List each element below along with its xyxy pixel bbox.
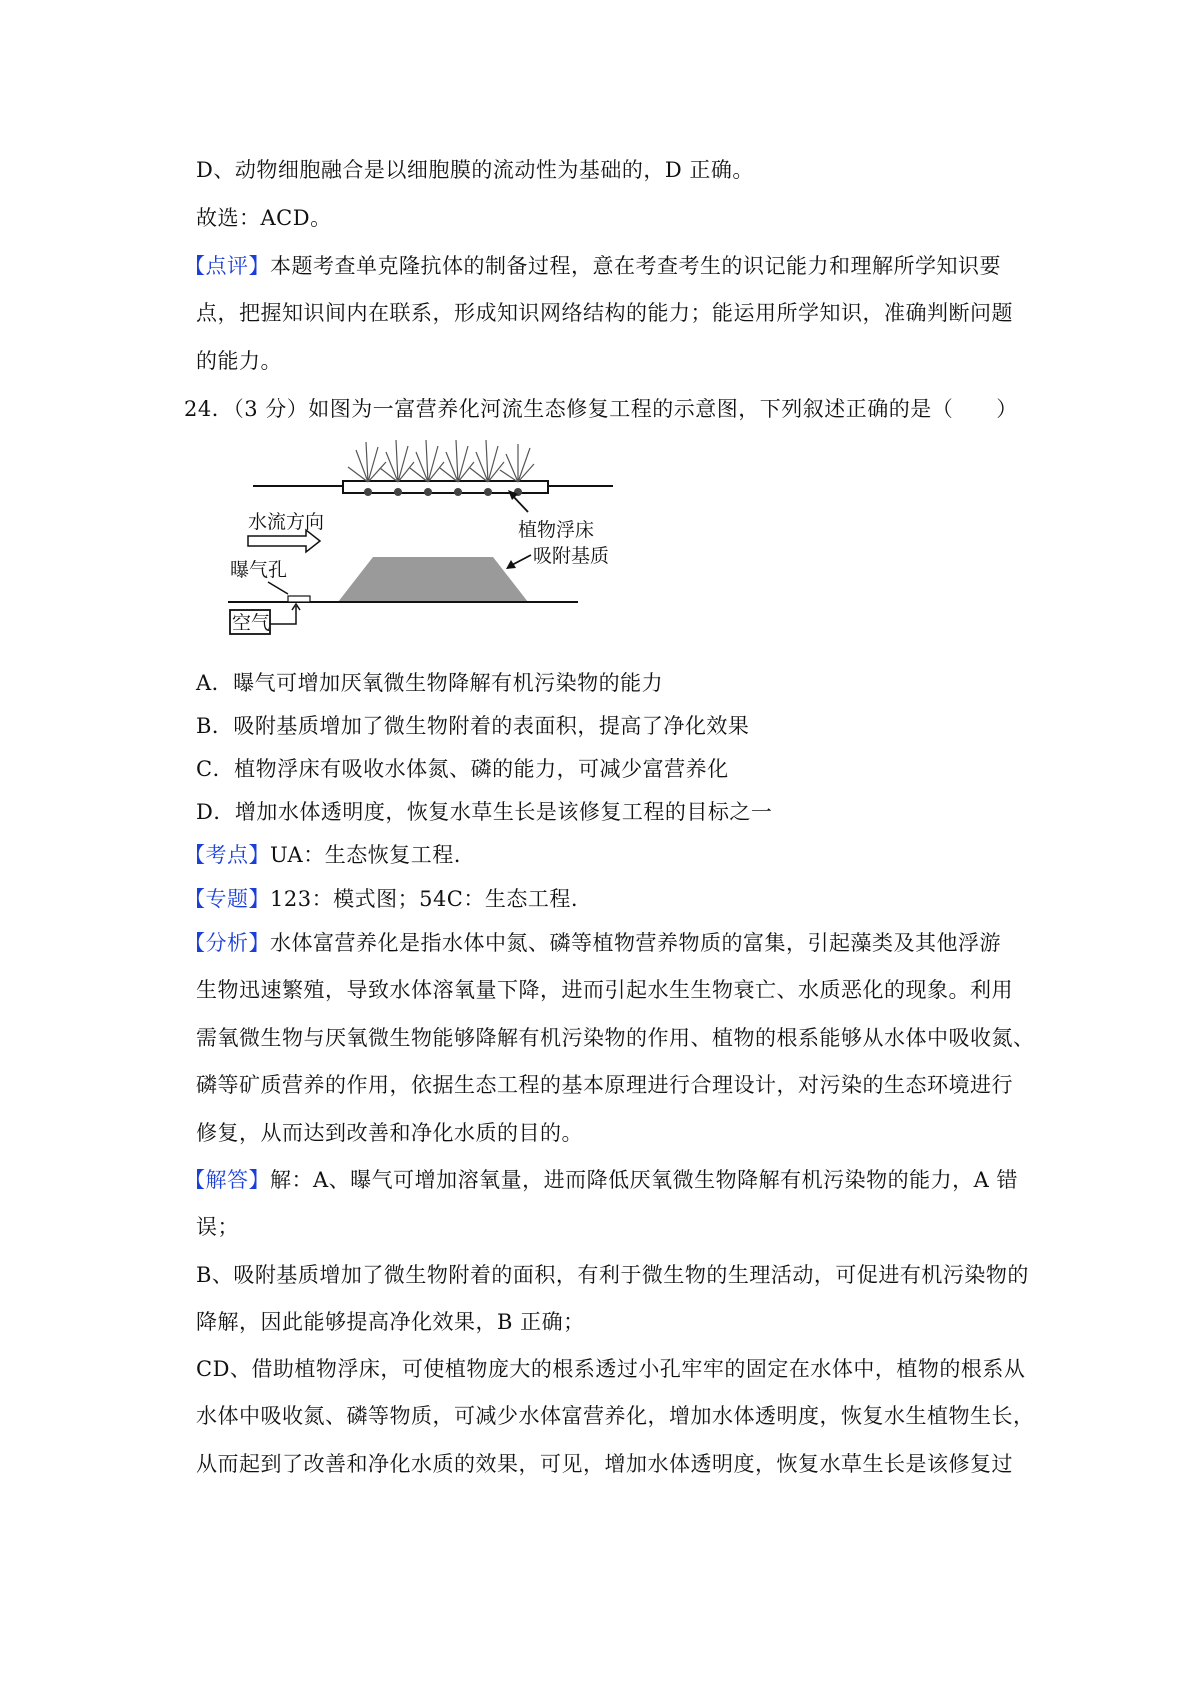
prev-comment-line2: 点，把握知识间内在联系，形成知识网络结构的能力；能运用所学知识，准确判断问题: [196, 301, 1013, 325]
plants-icon: [348, 440, 534, 482]
analysis-line4: 磷等矿质营养的作用，依据生态工程的基本原理进行合理设计，对污染的生态环境进行: [196, 1073, 1013, 1097]
analysis-line5: 修复，从而达到改善和净化水质的目的。: [196, 1121, 583, 1145]
answer-line7: 从而起到了改善和净化水质的效果，可见，增加水体透明度，恢复水草生长是该修复过: [196, 1452, 1013, 1476]
analysis-tag: 【分析】: [184, 931, 270, 955]
kaodian-line: 【考点】UA：生态恢复工程.: [184, 843, 461, 867]
prev-comment-line1: 【点评】本题考查单克隆抗体的制备过程，意在考查考生的识记能力和理解所学知识要: [184, 254, 1001, 278]
comment-tag: 【点评】: [184, 254, 270, 278]
answer-d-prev: D、动物细胞融合是以细胞膜的流动性为基础的，D 正确。: [196, 158, 754, 182]
kaodian-tag: 【考点】: [184, 843, 270, 867]
answer-line2: 误；: [196, 1215, 239, 1239]
label-aeration-hole: 曝气孔: [230, 559, 288, 581]
option-a: A．曝气可增加厌氧微生物降解有机污染物的能力: [196, 671, 664, 695]
answer-line6: 水体中吸收氮、磷等物质，可减少水体富营养化，增加水体透明度，恢复水生植物生长，: [196, 1404, 1035, 1428]
river-restoration-diagram: [228, 432, 628, 677]
zhuanti-tag: 【专题】: [184, 887, 270, 911]
option-c: C．植物浮床有吸收水体氮、磷的能力，可减少富营养化: [196, 757, 729, 781]
question-title: 24．（3 分）如图为一富营养化河流生态修复工程的示意图，下列叙述正确的是（ ）: [184, 397, 1018, 421]
label-floating-bed: 植物浮床: [518, 519, 595, 541]
label-air: 空气: [232, 612, 271, 634]
option-b: B．吸附基质增加了微生物附着的表面积，提高了净化效果: [196, 714, 750, 738]
analysis-line2: 生物迅速繁殖，导致水体溶氧量下降，进而引起水生生物衰亡、水质恶化的现象。利用: [196, 978, 1013, 1002]
answer-line4: 降解，因此能够提高净化效果，B 正确；: [196, 1310, 585, 1334]
label-flow-direction: 水流方向: [248, 511, 325, 533]
adsorption-substrate: [338, 557, 528, 602]
analysis-line1: 【分析】水体富营养化是指水体中氮、磷等植物营养物质的富集，引起藻类及其他浮游: [184, 931, 1001, 955]
prev-comment-line3: 的能力。: [196, 349, 282, 373]
label-adsorption-substrate: 吸附基质: [533, 545, 610, 567]
prev-choice: 故选：ACD。: [196, 206, 332, 230]
aeration-grate: [288, 596, 310, 602]
answer-line1: 【解答】解：A、曝气可增加溶氧量，进而降低厌氧微生物降解有机污染物的能力，A 错: [184, 1168, 1019, 1192]
option-d: D．增加水体透明度，恢复水草生长是该修复工程的目标之一: [196, 800, 773, 824]
flow-arrow-icon: [248, 530, 320, 552]
answer-line5: CD、借助植物浮床，可使植物庞大的根系透过小孔牢牢的固定在水体中，植物的根系从: [196, 1357, 1026, 1381]
answer-line3: B、吸附基质增加了微生物附着的面积，有利于微生物的生理活动，可促进有机污染物的: [196, 1263, 1029, 1287]
air-arrow-icon: [270, 604, 300, 624]
analysis-line3: 需氧微生物与厌氧微生物能够降解有机污染物的作用、植物的根系能够从水体中吸收氮、: [196, 1026, 1035, 1050]
zhuanti-line: 【专题】123：模式图；54C：生态工程.: [184, 887, 579, 911]
answer-tag: 【解答】: [184, 1168, 270, 1192]
